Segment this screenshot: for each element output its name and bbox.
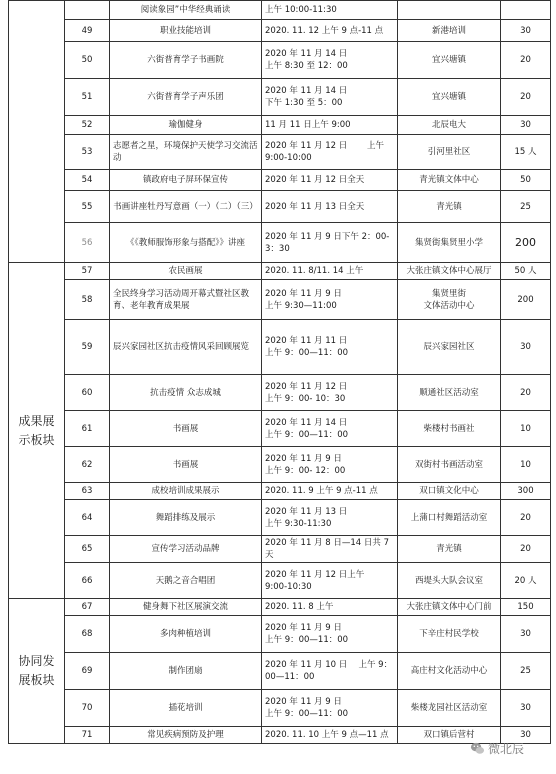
activity-venue: 引河里社区	[398, 135, 501, 170]
table-row	[9, 375, 551, 411]
activity-time: 2020 年 11 月 9 日 上午 9：00- 12：00	[262, 447, 398, 483]
table-row	[9, 170, 551, 191]
row-number: 67	[65, 599, 110, 616]
activity-time: 2020. 11. 8/11. 14 上午	[262, 263, 398, 280]
row-number: 52	[65, 116, 110, 135]
participant-count: 20	[501, 42, 551, 79]
watermark-text: 微北辰	[488, 742, 525, 756]
participant-count: 150	[501, 599, 551, 616]
table-row	[9, 616, 551, 653]
activity-time: 2020. 11. 10 上午 9 点—11 点	[262, 727, 398, 744]
activity-name: 六街普育学子声乐团	[110, 79, 262, 116]
activity-schedule-table	[8, 0, 551, 744]
activity-venue: 双口镇文化中心	[398, 483, 501, 500]
activity-venue: 柴楼村书画社	[398, 411, 501, 447]
activity-time: 2020. 11. 8 上午	[262, 599, 398, 616]
activity-name: 宣传学习活动品牌	[110, 536, 262, 563]
row-number: 70	[65, 690, 110, 727]
table-row	[9, 263, 551, 280]
category-cell-continued	[9, 1, 65, 263]
participant-count: 50	[501, 170, 551, 191]
activity-venue: 新港培训	[398, 20, 501, 42]
participant-count: 20 人	[501, 563, 551, 599]
participant-count: 300	[501, 483, 551, 500]
activity-venue: 双口镇后营村	[398, 727, 501, 744]
table-row	[9, 536, 551, 563]
row-number: 68	[65, 616, 110, 653]
table-row	[9, 20, 551, 42]
activity-venue: 集贤街集贤里小学	[398, 223, 501, 263]
activity-name: 插花培训	[110, 690, 262, 727]
table-row	[9, 116, 551, 135]
table-row	[9, 563, 551, 599]
participant-count: 10	[501, 447, 551, 483]
participant-count: 20	[501, 536, 551, 563]
wechat-icon	[470, 741, 485, 756]
table-row	[9, 599, 551, 616]
participant-count: 200	[501, 280, 551, 320]
activity-venue: 青光镇	[398, 191, 501, 223]
watermark	[470, 740, 524, 757]
row-number: 59	[65, 320, 110, 375]
activity-time: 2020 年 11 月 14 日 下午 1:30 至 5：00	[262, 79, 398, 116]
row-number: 61	[65, 411, 110, 447]
activity-venue	[398, 1, 501, 20]
activity-time: 2020 年 11 月 14 日 上午 8:30 至 12：00	[262, 42, 398, 79]
activity-venue: 双街村书画活动室	[398, 447, 501, 483]
activity-time: 11 月 11 日上午 9:00	[262, 116, 398, 135]
row-number: 51	[65, 79, 110, 116]
participant-count: 20	[501, 375, 551, 411]
participant-count: 30	[501, 616, 551, 653]
activity-time: 2020 年 11 月 10 日 上午 9： 00—11：00	[262, 653, 398, 690]
activity-schedule-sheet	[8, 0, 550, 744]
table-row	[9, 690, 551, 727]
activity-time: 2020 年 11 月 12 日 上午 9：00- 10：30	[262, 375, 398, 411]
activity-name: 《《教师服饰形象与搭配》》讲座	[110, 223, 262, 263]
table-row	[9, 483, 551, 500]
activity-venue: 宜兴塘镇	[398, 79, 501, 116]
row-number: 66	[65, 563, 110, 599]
activity-venue: 青光镇文体中心	[398, 170, 501, 191]
activity-time: 2020. 11. 12 上午 9 点-11 点	[262, 20, 398, 42]
activity-name: 抗击疫情 众志成城	[110, 375, 262, 411]
participant-count: 15 人	[501, 135, 551, 170]
participant-count: 30	[501, 116, 551, 135]
activity-time: 2020. 11. 9 上午 9 点-11 点	[262, 483, 398, 500]
table-row	[9, 223, 551, 263]
activity-venue: 下辛庄村民学校	[398, 616, 501, 653]
activity-venue: 西堤头大队会议室	[398, 563, 501, 599]
table-row	[9, 1, 551, 20]
table-row	[9, 320, 551, 375]
participant-count: 25	[501, 653, 551, 690]
table-row	[9, 653, 551, 690]
table-row	[9, 447, 551, 483]
activity-time: 2020 年 11 月 12 日全天	[262, 170, 398, 191]
table-row	[9, 411, 551, 447]
row-number: 65	[65, 536, 110, 563]
activity-venue: 北辰电大	[398, 116, 501, 135]
row-number: 50	[65, 42, 110, 79]
participant-count: 20	[501, 79, 551, 116]
category-achievement: 成果展 示板块	[9, 263, 65, 599]
activity-venue: 顺通社区活动室	[398, 375, 501, 411]
activity-venue: 青光镇	[398, 536, 501, 563]
activity-name: 健身舞下社区展演交流	[110, 599, 262, 616]
participant-count: 30	[501, 20, 551, 42]
participant-count: 200	[501, 223, 551, 263]
activity-name: 农民画展	[110, 263, 262, 280]
row-number: 53	[65, 135, 110, 170]
activity-name: 瑜伽健身	[110, 116, 262, 135]
row-number: 71	[65, 727, 110, 744]
activity-time: 2020 年 11 月 9 日 上午 9:30—11:00	[262, 280, 398, 320]
activity-time: 2020 年 11 月 9 日 上午 9：00—11：00	[262, 616, 398, 653]
activity-name: 职业技能培训	[110, 20, 262, 42]
activity-time: 2020 年 11 月 9 日下午 2：00-3：30	[262, 223, 398, 263]
activity-name: 辰兴家园社区抗击疫情风采回顾展览	[110, 320, 262, 375]
activity-time: 2020 年 11 月 14 日 上午 9：00—11：00	[262, 411, 398, 447]
activity-venue: 大张庄镇文体中心展厅	[398, 263, 501, 280]
row-number: 57	[65, 263, 110, 280]
activity-name: 六街普育学子书画院	[110, 42, 262, 79]
activity-name: 成校培训成果展示	[110, 483, 262, 500]
table-row	[9, 79, 551, 116]
activity-name: 多肉种植培训	[110, 616, 262, 653]
table-row	[9, 135, 551, 170]
activity-venue: 上蒲口村舞蹈活动室	[398, 500, 501, 536]
activity-time: 上午 10:00-11:30	[262, 1, 398, 20]
activity-name: 常见疾病预防及护理	[110, 727, 262, 744]
activity-venue: 集贤里街 文体活动中心	[398, 280, 501, 320]
row-number: 54	[65, 170, 110, 191]
activity-name: 全民终身学习活动周开幕式暨社区教育、老年教育成果展	[110, 280, 262, 320]
row-number: 69	[65, 653, 110, 690]
activity-name: 书画展	[110, 411, 262, 447]
row-number: 58	[65, 280, 110, 320]
participant-count	[501, 1, 551, 20]
table-row	[9, 500, 551, 536]
activity-time: 2020 年 11 月 9 日 上午 9：00—11：00	[262, 690, 398, 727]
activity-name: 镇政府电子屏环保宣传	[110, 170, 262, 191]
activity-time: 2020 年 11 月 13 日 上午 9:30-11:30	[262, 500, 398, 536]
activity-time: 2020 年 11 月 11 日 上午 9：00—11：00	[262, 320, 398, 375]
activity-time: 2020 年 11 月 13 日全天	[262, 191, 398, 223]
participant-count: 30	[501, 727, 551, 744]
participant-count: 20	[501, 500, 551, 536]
participant-count: 30	[501, 690, 551, 727]
participant-count: 50 人	[501, 263, 551, 280]
category-cooperation: 协同发 展板块	[9, 599, 65, 744]
activity-name: 天鹅之音合唱团	[110, 563, 262, 599]
row-number: 55	[65, 191, 110, 223]
participant-count: 30	[501, 320, 551, 375]
activity-venue: 大张庄镇文体中心门前	[398, 599, 501, 616]
activity-name: 书画讲座牡丹写意画（一）（二）（三）	[110, 191, 262, 223]
row-number: 60	[65, 375, 110, 411]
participant-count: 10	[501, 411, 551, 447]
activity-time: 2020 年 11 月 12 日 上午 9:00-10:00	[262, 135, 398, 170]
row-number: 62	[65, 447, 110, 483]
activity-venue: 宜兴塘镇	[398, 42, 501, 79]
row-number: 56	[65, 223, 110, 263]
row-number: 64	[65, 500, 110, 536]
activity-name: 志愿者之星，环境保护天使学习交流活动	[110, 135, 262, 170]
participant-count: 25	[501, 191, 551, 223]
activity-venue: 柴楼龙园社区活动室	[398, 690, 501, 727]
table-row	[9, 191, 551, 223]
row-number: 49	[65, 20, 110, 42]
activity-time: 2020 年 11 月 12 日上午 9:00-10:30	[262, 563, 398, 599]
activity-name: 阅读象园”中华经典诵读	[110, 1, 262, 20]
activity-name: 书画展	[110, 447, 262, 483]
row-number	[65, 1, 110, 20]
table-row	[9, 280, 551, 320]
activity-name: 舞蹈排练及展示	[110, 500, 262, 536]
activity-venue: 高庄村文化活动中心	[398, 653, 501, 690]
table-row	[9, 42, 551, 79]
row-number: 63	[65, 483, 110, 500]
activity-venue: 辰兴家园社区	[398, 320, 501, 375]
activity-time: 2020 年 11 月 8 日—14 日共 7 天	[262, 536, 398, 563]
activity-name: 制作团扇	[110, 653, 262, 690]
